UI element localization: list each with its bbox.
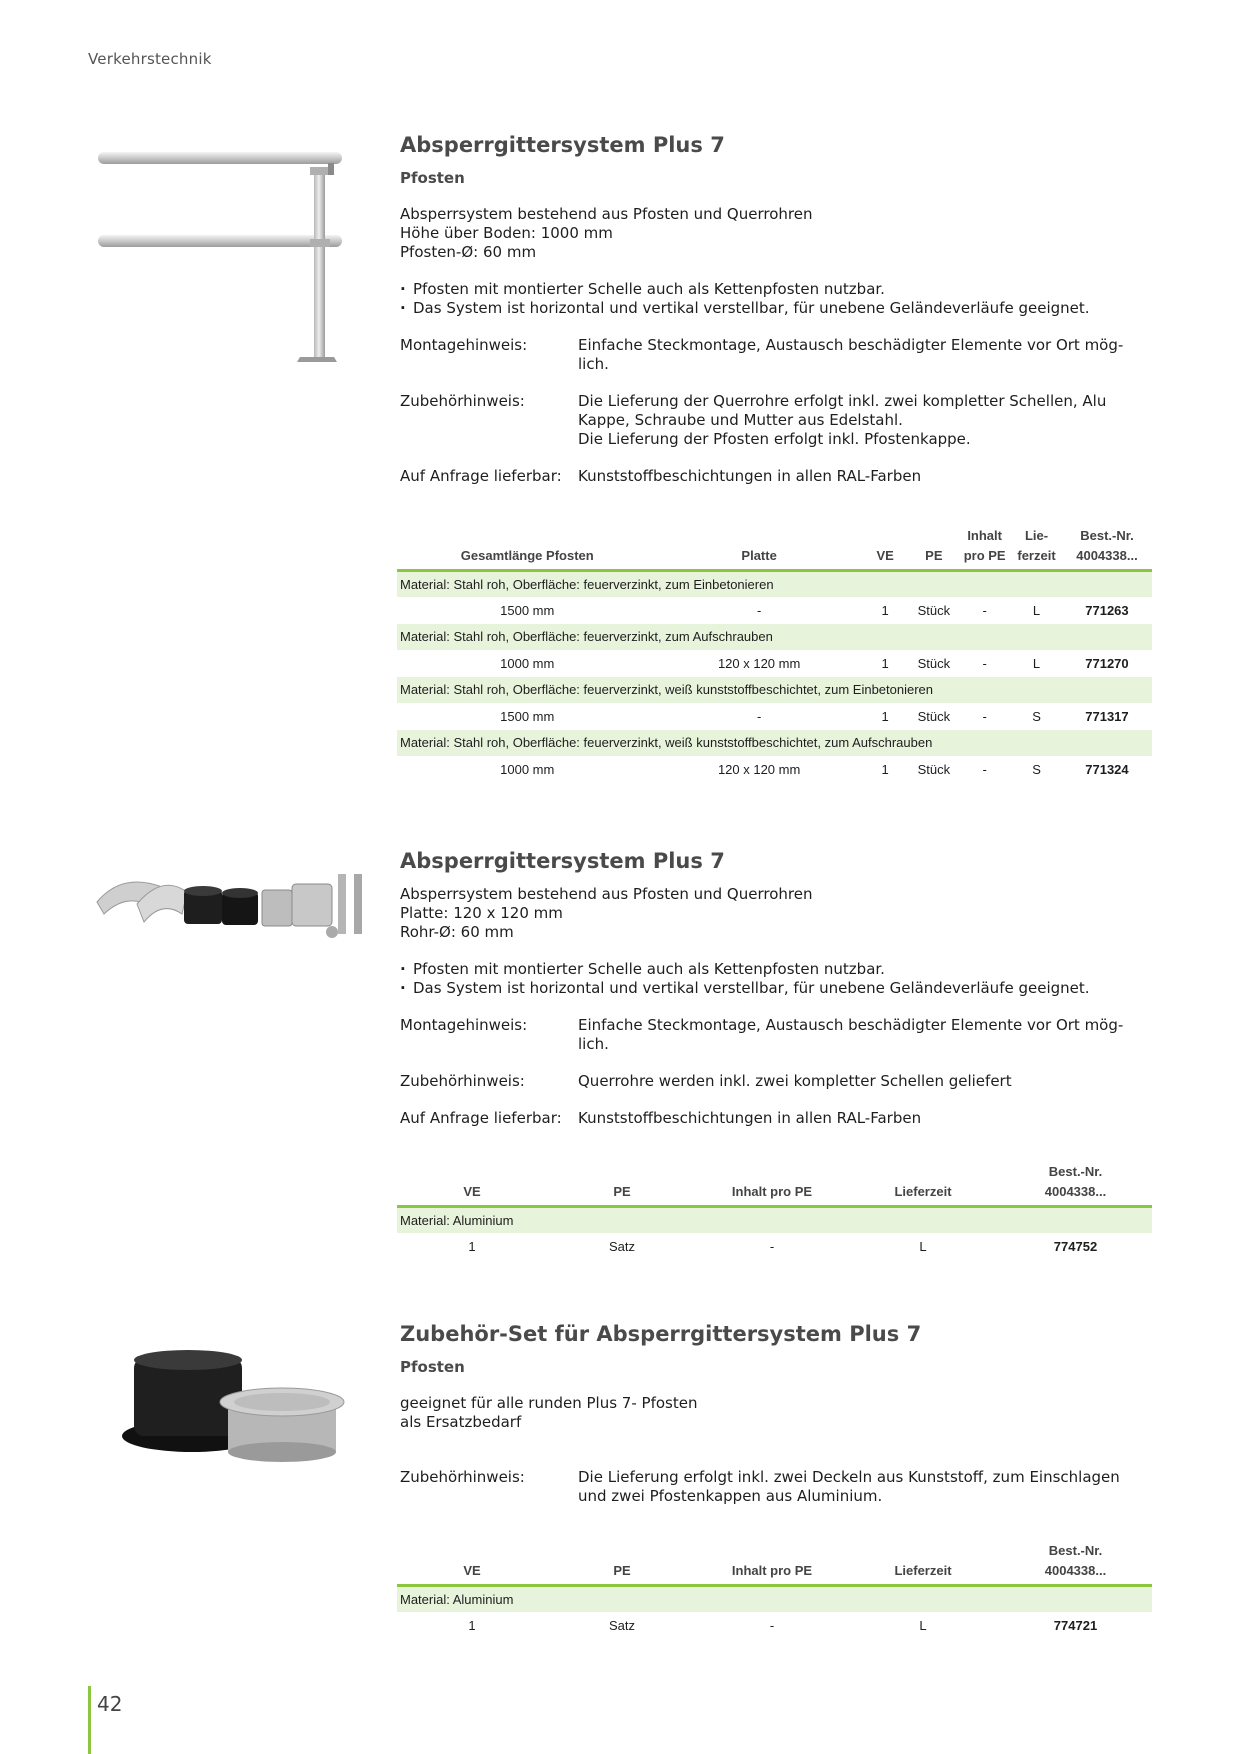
order-number: 771324 [1085, 761, 1129, 777]
product-section-3 [400, 1322, 1152, 1524]
note-montage: Montagehinweis: Einfache Steckmontage, Austausch beschädigter Elemente vor Ort mög- lich. [400, 1016, 1124, 1053]
material-row: Material: Stahl roh, Oberfläche: feuerverzinkt, weiß kunststoffbeschichtet, zum Einbetonieren [397, 677, 1152, 703]
feature-list [400, 280, 1152, 318]
table-row: 1000 mm 120 x 120 mm 1 Stück - L 771270 [397, 650, 1152, 677]
table-row: 1500 mm - 1 Stück - S 771317 [397, 703, 1152, 730]
order-number: 771317 [1085, 708, 1129, 724]
section-title: Absperrgittersystem Plus 7 [400, 133, 725, 157]
description: Absperrsystem bestehend aus Pfosten und Querrohren Höhe über Boden: 1000 mm Pfosten-Ø: 60 mm [400, 205, 813, 261]
note-anfrage: Auf Anfrage lieferbar: Kunststoffbeschichtungen in allen RAL-Farben [400, 467, 922, 485]
col-header: Lie- ferzeit [1011, 526, 1062, 571]
cap-set-product-image [120, 1350, 370, 1470]
spec-table-2 [397, 1162, 1152, 1260]
product-section-2 [400, 849, 1152, 1146]
col-header: Inhalt pro PE [697, 1162, 847, 1207]
section-subtitle: Pfosten [400, 169, 465, 187]
note-montage: Montagehinweis: Einfache Steckmontage, Austausch beschädigter Elemente vor Ort mög- lich. [400, 336, 1124, 373]
order-number: 774721 [1053, 1617, 1098, 1633]
col-header: Gesamtlänge Pfosten [397, 526, 657, 571]
note-zubehoer: Zubehörhinweis: Querrohre werden inkl. zwei kompletter Schellen geliefert [400, 1072, 1012, 1090]
feature-item: · Das System ist horizontal und vertikal verstellbar, für unebene Geländeverläufe geeignet. [400, 299, 1152, 318]
col-header: Lieferzeit [847, 1162, 999, 1207]
order-number: 774752 [1053, 1238, 1098, 1254]
material-row: Material: Stahl roh, Oberfläche: feuerverzinkt, zum Einbetonieren [397, 571, 1152, 597]
page-number-bar [88, 1686, 91, 1754]
col-header: Platte [657, 526, 860, 571]
material-row: Material: Aluminium [397, 1586, 1152, 1612]
spec-table-1 [397, 526, 1152, 783]
description: Absperrsystem bestehend aus Pfosten und Querrohren Platte: 120 x 120 mm Rohr-Ø: 60 mm [400, 885, 813, 941]
note-anfrage: Auf Anfrage lieferbar: Kunststoffbeschichtungen in allen RAL-Farben [400, 1109, 922, 1127]
col-header: PE [547, 1541, 697, 1586]
col-header: Lieferzeit [847, 1541, 999, 1586]
order-number: 771270 [1085, 655, 1129, 671]
table-row: 1500 mm - 1 Stück - L 771263 [397, 597, 1152, 624]
feature-item: · Pfosten mit montierter Schelle auch als Kettenpfosten nutzbar. [400, 960, 1152, 979]
col-header: Inhalt pro PE [958, 526, 1011, 571]
col-header: Best.-Nr. 4004338... [999, 1162, 1152, 1207]
col-header: PE [909, 526, 958, 571]
section-title: Absperrgittersystem Plus 7 [400, 849, 725, 873]
feature-list [400, 960, 1152, 998]
section-title: Zubehör-Set für Absperrgittersystem Plus 7 [400, 1322, 922, 1346]
product-section-1 [400, 133, 1152, 504]
col-header: Best.-Nr. 4004338... [999, 1541, 1152, 1586]
order-number: 771263 [1085, 602, 1129, 618]
col-header: PE [547, 1162, 697, 1207]
col-header: Inhalt pro PE [697, 1541, 847, 1586]
feature-item: · Das System ist horizontal und vertikal verstellbar, für unebene Geländeverläufe geeignet. [400, 979, 1152, 998]
col-header: VE [397, 1162, 547, 1207]
feature-item: · Pfosten mit montierter Schelle auch als Kettenpfosten nutzbar. [400, 280, 1152, 299]
note-zubehoer: Zubehörhinweis: Die Lieferung erfolgt inkl. zwei Deckeln aus Kunststoff, zum Einschlagen und zwei Pfostenkappen aus Aluminium. [400, 1468, 1120, 1505]
page-category: Verkehrstechnik [88, 50, 212, 68]
material-row: Material: Stahl roh, Oberfläche: feuerverzinkt, weiß kunststoffbeschichtet, zum Aufschrauben [397, 730, 1152, 756]
col-header: VE [861, 526, 910, 571]
barrier-product-image [92, 145, 372, 370]
clamp-set-product-image [92, 862, 374, 952]
material-row: Material: Aluminium [397, 1207, 1152, 1233]
note-zubehoer: Zubehörhinweis: Die Lieferung der Querrohre erfolgt inkl. zwei kompletter Schellen, Alu Kappe, Schraube und Mutter aus Edelstahl. Die Lieferung der Pfosten erfolgt inkl. Pfostenkappe. [400, 392, 1107, 448]
page-number: 42 [97, 1692, 123, 1716]
table-row: 1 Satz - L 774752 [397, 1233, 1152, 1260]
description: geeignet für alle runden Plus 7- Pfosten als Ersatzbedarf [400, 1394, 698, 1431]
table-row: 1000 mm 120 x 120 mm 1 Stück - S 771324 [397, 756, 1152, 783]
material-row: Material: Stahl roh, Oberfläche: feuerverzinkt, zum Aufschrauben [397, 624, 1152, 650]
section-subtitle: Pfosten [400, 1358, 465, 1376]
col-header: Best.-Nr. 4004338... [1062, 526, 1152, 571]
col-header: VE [397, 1541, 547, 1586]
spec-table-3 [397, 1541, 1152, 1639]
table-row: 1 Satz - L 774721 [397, 1612, 1152, 1639]
